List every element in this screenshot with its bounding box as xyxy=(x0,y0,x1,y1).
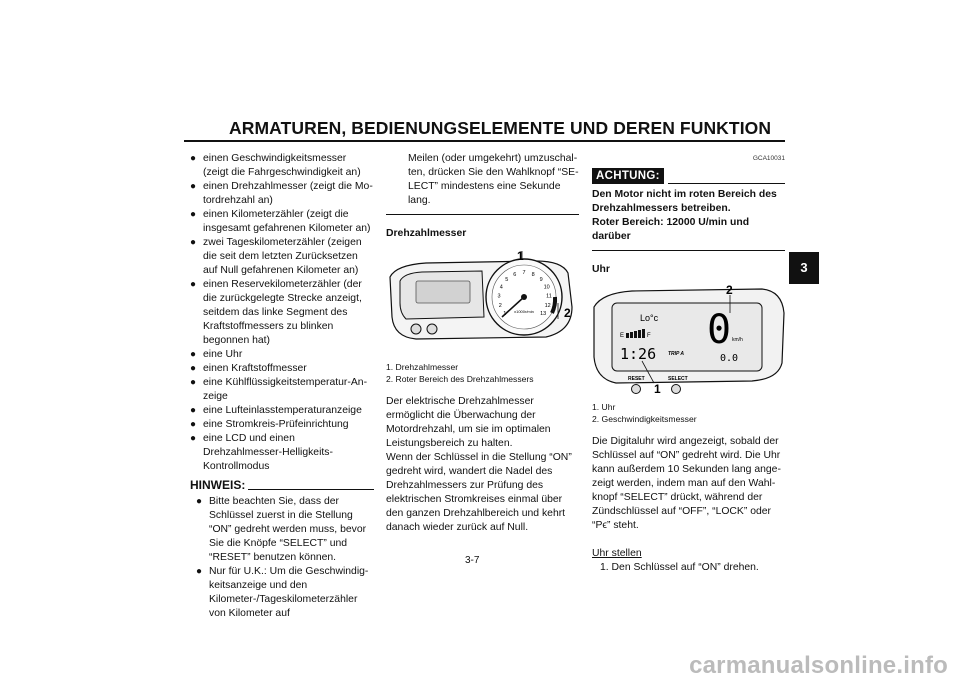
trip-value: 0.0 xyxy=(720,353,739,364)
callout-2: 2 xyxy=(564,306,571,320)
select-label: SELECT xyxy=(668,376,688,382)
dial-unit: x1000r/min xyxy=(514,309,534,314)
list-item: ● Bitte beachten Sie, dass der Schlüssel zuerst in die Stellung “ON” gedreht werden muss, bevor Sie die Knöpfe “SELECT” und “RESET” benutzen können. xyxy=(196,495,374,565)
lcd-illustration xyxy=(592,283,785,395)
subheading: Uhr stellen xyxy=(592,548,642,559)
list-item: ● eine Lufteinlasstemperaturanzeige xyxy=(190,404,374,418)
body-text: Die Digitaluhr wird angezeigt, sobald der Schlüssel auf “ON” gedreht wird. Die Uhr kann außerdem 10 Sekunden lang angezeigt werden, indem man auf den Wahlknopf “SELECT” drückt, während der Zündschlüssel auf “OFF”, “LOCK” oder “ xyxy=(592,436,781,531)
temp-display: Lo°c xyxy=(640,313,659,323)
caption-item: 2. Roter Bereich des Drehzahlmessers xyxy=(386,374,534,384)
figure-captions xyxy=(386,361,579,385)
callout-2: 2 xyxy=(726,283,733,297)
dial-number: 9 xyxy=(539,276,543,283)
body-paragraph: Der elektrische Drehzahlmesser ermöglicht die Überwachung der Motordrehzahl, um sie im optimalen Leistungsbereich zu halten. xyxy=(386,396,551,449)
note-list xyxy=(190,495,374,621)
list-item: ● einen Kilometerzähler (zeigt die insgesamt gefahrenen Kilometer an) xyxy=(190,208,374,236)
section-rule xyxy=(386,214,579,215)
list-item: ● einen Drehzahlmesser (zeigt die Motordrehzahl an) xyxy=(190,180,374,208)
dial-number: 2 xyxy=(498,302,502,309)
speed-unit: km/h xyxy=(732,337,743,343)
body-paragraph xyxy=(592,435,785,533)
callout-1: 1 xyxy=(654,382,661,395)
section-heading: Drehzahlmesser xyxy=(386,228,467,239)
caption-item: 1. Uhr xyxy=(592,402,616,412)
caution-label: ACHTUNG: xyxy=(592,168,664,184)
list-item: ● eine Kühlflüssigkeitstemperatur-Anzeige xyxy=(190,376,374,404)
chapter-tab: 3 xyxy=(789,252,819,284)
dial-number: 8 xyxy=(531,271,535,278)
dial-number: 7 xyxy=(522,270,526,276)
reset-label: RESET xyxy=(628,376,645,382)
dial-number: 5 xyxy=(505,276,509,283)
feature-list xyxy=(190,152,374,474)
select-button xyxy=(672,385,681,394)
list-item: ● einen Reservekilometerzähler (der die zurückgelegte Strecke anzeigt, seitdem das linke Segment des Kraftstoffmessers zu blinken begonnen hat) xyxy=(190,278,374,348)
callout-1: 1 xyxy=(517,248,524,263)
reset-button xyxy=(632,385,641,394)
page-title: ARMATUREN, BEDIENUNGSELEMENTE UND DEREN FUNKTION xyxy=(229,118,772,138)
dial-number: 10 xyxy=(543,284,550,291)
note-rule xyxy=(248,489,374,490)
body-text-end: ” steht. xyxy=(607,520,639,531)
title-rule xyxy=(184,140,785,142)
list-item: ● Nur für U.K.: Um die Geschwindigkeitsanzeige und den Kilometer-/Tageskilometerzähler von Kilometer auf xyxy=(196,565,374,621)
dial-number: 3 xyxy=(497,293,501,300)
trip-label: TRIP A xyxy=(668,351,685,357)
continuation-text: Meilen (oder umgekehrt) umzuschalten, drücken Sie den Wahlknopf “SELECT” mindestens eine Sekunde lang. xyxy=(408,153,579,206)
dial-number: 12 xyxy=(544,302,551,309)
body-paragraph: Wenn der Schlüssel in die Stellung “ON” gedreht wird, wandert die Nadel des Drehzahlmessers zur Prüfung des elektrischen Stromkreises einmal über den ganzen Drehzahlbereich und kehrt danach wieder zurück auf Null. xyxy=(386,452,572,533)
parking-symbol: Pϵ xyxy=(595,520,607,531)
caution-text xyxy=(592,188,785,244)
speed-display: 0 xyxy=(707,307,732,353)
dial-number: 13 xyxy=(540,311,547,318)
watermark: carmanualsonline.info xyxy=(689,652,948,679)
column-1 xyxy=(190,152,374,621)
list-item: ● einen Geschwindigkeitsmesser (zeigt die Fahrgeschwindigkeit an) xyxy=(190,152,374,180)
list-item: ● zwei Tageskilometerzähler (zeigen die seit dem letzten Zurücksetzen auf Null gefahrenen Kilometer an) xyxy=(190,236,374,278)
dial-number: 6 xyxy=(513,271,517,278)
dial-number: 4 xyxy=(499,284,503,291)
section-rule xyxy=(592,250,785,251)
caption-item: 1. Drehzahlmesser xyxy=(386,362,459,372)
caution-line: Roter Bereich: 12000 U/min und darüber xyxy=(592,217,750,242)
note-heading xyxy=(190,478,374,492)
page-number: 3-7 xyxy=(465,555,480,566)
fuel-full-label: F xyxy=(647,333,651,339)
note-label: HINWEIS: xyxy=(190,478,246,492)
fuel-empty-label: E xyxy=(620,333,625,339)
caption-item: 2. Geschwindigkeitsmesser xyxy=(592,414,697,424)
figure-captions xyxy=(592,401,785,425)
list-item: ● eine Uhr xyxy=(190,348,374,362)
caution-line: Den Motor nicht im roten Bereich des Drehzahlmessers betreiben. xyxy=(592,189,777,214)
list-item: ● eine LCD und einen Drehzahlmesser-Helligkeits-Kontrollmodus xyxy=(190,432,374,474)
list-item: ● eine Stromkreis-Prüfeinrichtung xyxy=(190,418,374,432)
reference-code: GCA10031 xyxy=(752,155,785,162)
caution-heading xyxy=(592,168,785,184)
list-item: ● einen Kraftstoffmesser xyxy=(190,362,374,376)
clock-figure xyxy=(592,283,785,395)
tachometer-figure xyxy=(386,247,579,355)
caution-rule xyxy=(668,183,785,184)
step-item: 1. Den Schlüssel auf “ON” drehen. xyxy=(600,562,759,573)
column-3 xyxy=(592,152,785,575)
instrument-cluster-illustration xyxy=(386,247,579,355)
column-2 xyxy=(386,152,579,535)
section-heading: Uhr xyxy=(592,264,610,275)
dial-number: 11 xyxy=(546,293,552,300)
clock-display: 1:26 xyxy=(620,345,657,363)
